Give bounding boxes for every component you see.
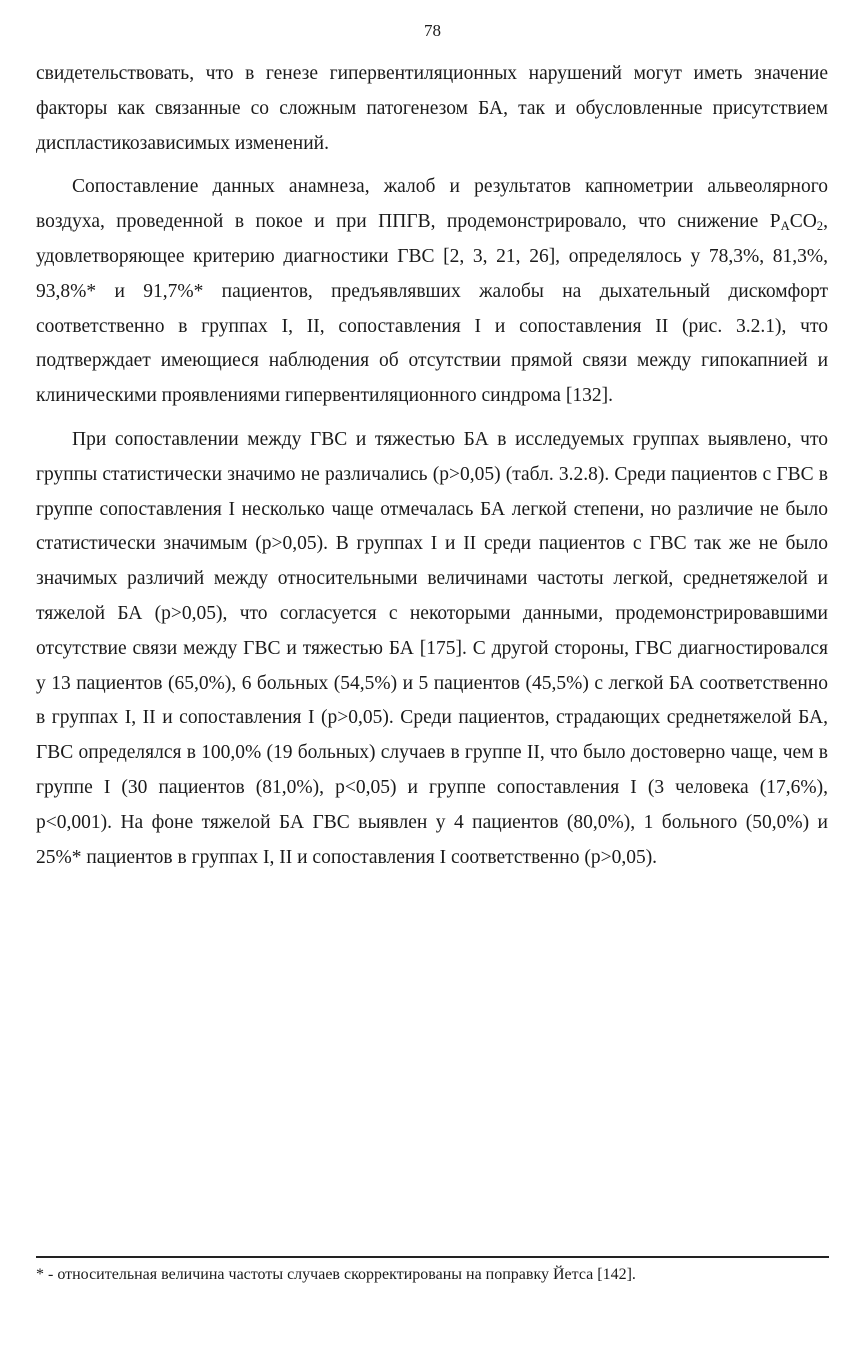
formula-base: P	[769, 211, 781, 233]
paragraph-2	[36, 170, 828, 414]
page-number: 78	[424, 21, 441, 40]
body-text	[36, 57, 828, 875]
paragraph-2-text-after: , удовлетворяющее критерию диагностики ГВС [2, 3, 21, 26], определялось у 78,3%, 81,3%, 93,8%* и 91,7%* пациентов, предъявлявших жалобы на дыхательный дискомфорт соответственно в группах I, II, сопоставления I и сопоставления II (рис. 3.2.1), что подтверждает имеющиеся наблюдения об отсутствии прямой связи между гипокапнией и клиническими проявлениями гипервентиляционного синдрома [132].	[36, 211, 828, 407]
paragraph-3: При сопоставлении между ГВС и тяжестью БА в исследуемых группах выявлено, что группы статистически значимо не различались (p>0,05) (табл. 3.2.8). Среди пациентов с ГВС в группе сопоставления I несколько чаще отмечалась БА легкой степени, но различие не было статистически значимым (p>0,05). В группах I и II среди пациентов с ГВС так же не было значимых различий между относительными величинами частоты легкой, среднетяжелой и тяжелой БА (p>0,05), что согласуется с некоторыми данными, продемонстрировавшими отсутствие связи между ГВС и тяжестью БА [175]. С другой стороны, ГВС диагностировался у 13 пациентов (65,0%), 6 больных (54,5%) и 5 пациентов (45,5%) с легкой БА соответственно в группах I, II и сопоставления I (p>0,05). Среди пациентов, страдающих среднетяжелой БА, ГВС определялся в 100,0% (19 больных) случаев в группе II, что было достоверно чаще, чем в группе I (30 пациентов (81,0%), p<0,05) и группе сопоставления I (3 человека (17,6%), p<0,001). На фоне тяжелой БА ГВС выявлен у 4 пациентов (80,0%), 1 больного (50,0%) и 25%* пациентов в группах I, II и сопоставления I соответственно (p>0,05).	[36, 428, 828, 868]
paragraph-2-text-before: Сопоставление данных анамнеза, жалоб и результатов капнометрии альвеолярного воздуха, проведенной в покое и при ППГВ, продемонстрировало, что снижение	[36, 176, 828, 233]
formula-subscript-a: A	[780, 219, 790, 234]
formula-co: CO	[789, 211, 817, 233]
formula-subscript-2: 2	[816, 219, 824, 234]
paco2-formula	[770, 211, 823, 232]
footnote: * - относительная величина частоты случаев скорректированы на поправку Йетса [142].	[36, 1266, 636, 1283]
footnote-divider	[36, 1256, 829, 1258]
paragraph-1: свидетельствовать, что в генезе гипервентиляционных нарушений могут иметь значение факторы как связанные со сложным патогенезом БА, так и обусловленные присутствием диспластикозависимых изменений.	[36, 63, 828, 154]
